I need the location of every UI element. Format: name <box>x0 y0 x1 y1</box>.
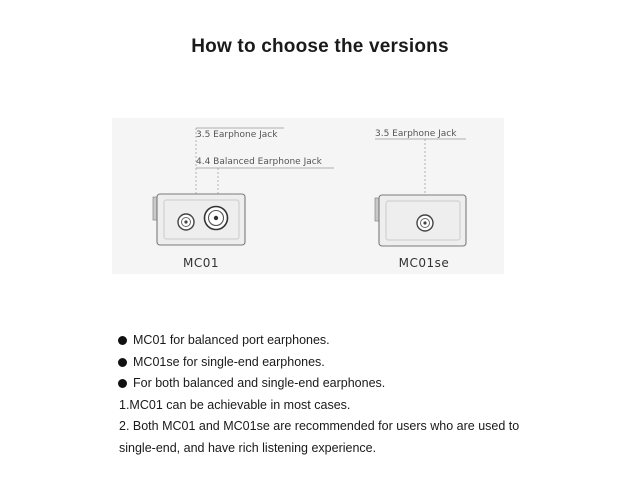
bullet-dot <box>118 379 127 388</box>
mc01se-model-label: MC01se <box>398 256 450 270</box>
version-notes <box>118 330 548 459</box>
device-illustrations <box>112 118 504 274</box>
list-item <box>118 373 548 395</box>
mc01se-side-button <box>375 198 379 221</box>
numbered-note: 1.MC01 can be achievable in most cases. <box>119 397 351 412</box>
list-item <box>118 330 548 352</box>
mc01se-device <box>375 139 466 246</box>
mc01-device <box>153 128 334 245</box>
note-text: MC01 for balanced port earphones. <box>133 333 330 347</box>
mc01se-35-jack-label: 3.5 Earphone Jack <box>375 129 457 139</box>
note-text: For both balanced and single-end earphones. <box>133 376 386 390</box>
page-title: How to choose the versions <box>191 36 449 57</box>
version-diagram <box>112 118 504 274</box>
mc01-44-jack-pin <box>214 216 218 220</box>
note-text: MC01se for single-end earphones. <box>133 354 325 369</box>
bullet-dot <box>118 358 127 367</box>
list-item <box>118 352 548 374</box>
mc01-35-jack-label: 3.5 Earphone Jack <box>196 130 278 140</box>
numbered-note: 2. Both MC01 and MC01se are recommended for users who are used to single-end, and have rich listening experience. <box>119 419 520 455</box>
mc01-44-jack-label: 4.4 Balanced Earphone Jack <box>196 157 322 167</box>
mc01-body <box>157 194 245 245</box>
mc01-model-label: MC01 <box>182 256 220 270</box>
bullet-dot <box>118 336 127 345</box>
mc01-side-button <box>153 197 157 220</box>
mc01-35-jack-pin <box>184 220 187 223</box>
mc01se-35-jack-pin <box>423 221 426 224</box>
